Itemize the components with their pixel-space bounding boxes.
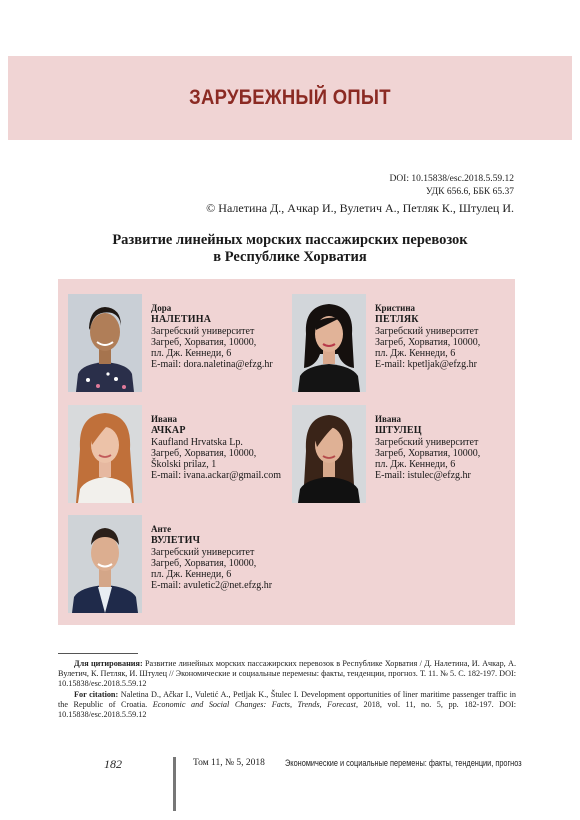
footer-divider-bar bbox=[173, 757, 176, 811]
author-info bbox=[375, 303, 480, 371]
author-photo bbox=[68, 405, 142, 503]
doi: DOI: 10.15838/esc.2018.5.59.12 bbox=[389, 174, 514, 184]
copyright-authors: © Налетина Д., Ачкар И., Вулетич А., Петляк К., Штулец И. bbox=[206, 201, 514, 215]
author-last-name: ШТУЛЕЦ bbox=[375, 425, 422, 437]
citation-ru-text: Развитие линейных морских пассажирских перевозок в Республике Хорватия / Д. Налетина, И. Ачкар, А. Вулетич, К. Петляк, И. Штулец // Экономические и социальные перемены: факты, тенденции, прогноз. Т. 11. № 5. С. 182-197. DOI: 10.15838/esc.2018.5.59.12 bbox=[58, 659, 516, 688]
author-first-name: Ивана bbox=[151, 414, 178, 424]
author-city: Загреб, Хорватия, 10000, bbox=[375, 447, 481, 459]
udk-code: УДК 656.6, ББК 65.37 bbox=[425, 187, 514, 197]
citation-en-tail: , 2018, vol. 11, no. 5, pp. 182-197. DOI: 10.15838/esc.2018.5.59.12 bbox=[58, 700, 516, 719]
author-info bbox=[151, 303, 273, 371]
author-info bbox=[151, 414, 281, 482]
author-email[interactable]: E-mail: kpetljak@efzg.hr bbox=[375, 359, 477, 371]
section-header-band bbox=[8, 56, 572, 140]
citation-en-journal: Economic and Social Changes: Facts, Trends, Forecast bbox=[152, 700, 356, 709]
author-photo bbox=[68, 515, 142, 613]
author-first-name: Кристина bbox=[375, 303, 416, 313]
author-info bbox=[375, 414, 480, 482]
author-email[interactable]: E-mail: ivana.ackar@gmail.com bbox=[151, 470, 281, 482]
author-photo bbox=[68, 294, 142, 392]
author-first-name: Анте bbox=[151, 524, 172, 534]
article-title-line-1: Развитие линейных морских пассажирских перевозок bbox=[112, 232, 468, 248]
author-email[interactable]: E-mail: istulec@efzg.hr bbox=[375, 470, 471, 482]
author-affiliation: Загребский университет bbox=[375, 325, 479, 337]
author-email[interactable]: E-mail: dora.naletina@efzg.hr bbox=[151, 359, 273, 371]
author-affiliation: Загребский университет bbox=[151, 546, 255, 558]
author-city: Загреб, Хорватия, 10000, bbox=[151, 447, 257, 459]
footer-volume: Том 11, № 5, 2018 bbox=[193, 758, 265, 768]
citation-ru bbox=[58, 659, 516, 689]
author-affiliation: Загребский университет bbox=[151, 325, 255, 337]
author-first-name: Дора bbox=[151, 303, 172, 313]
citation-en-label: For citation: bbox=[74, 690, 119, 699]
author-address: Školski prilaz, 1 bbox=[151, 459, 217, 471]
author-city: Загреб, Хорватия, 10000, bbox=[151, 336, 257, 348]
author-city: Загреб, Хорватия, 10000, bbox=[151, 557, 257, 569]
footer-journal-name: Экономические и социальные перемены: факты, тенденции, прогноз bbox=[285, 758, 522, 768]
citation-en-text: Naletina D., Ačkar I., Vuletić A., Petljak K., Štulec I. Development opportunities of liner maritime passenger traffic in the Republic of Croatia. bbox=[58, 690, 516, 709]
author-address: пл. Дж. Кеннеди, 6 bbox=[151, 569, 232, 581]
author-email[interactable]: E-mail: avuletic2@net.efzg.hr bbox=[151, 580, 273, 592]
author-city: Загреб, Хорватия, 10000, bbox=[375, 336, 481, 348]
author-last-name: НАЛЕТИНА bbox=[151, 314, 212, 326]
citation-ru-label: Для цитирования: bbox=[74, 659, 143, 668]
section-title: ЗАРУБЕЖНЫЙ ОПЫТ bbox=[189, 86, 391, 109]
author-photo bbox=[292, 294, 366, 392]
author-address: пл. Дж. Кеннеди, 6 bbox=[375, 459, 456, 471]
footnote-divider bbox=[58, 653, 138, 654]
author-last-name: ВУЛЕТИЧ bbox=[151, 535, 201, 547]
author-address: пл. Дж. Кеннеди, 6 bbox=[151, 348, 232, 360]
author-first-name: Ивана bbox=[375, 414, 402, 424]
author-photo bbox=[292, 405, 366, 503]
author-address: пл. Дж. Кеннеди, 6 bbox=[375, 348, 456, 360]
author-affiliation: Kaufland Hrvatska Lp. bbox=[151, 436, 243, 448]
author-affiliation: Загребский университет bbox=[375, 436, 479, 448]
author-info bbox=[151, 524, 272, 592]
author-last-name: АЧКАР bbox=[151, 425, 186, 437]
article-title-line-2: в Республике Хорватия bbox=[213, 249, 367, 265]
author-last-name: ПЕТЛЯК bbox=[375, 314, 419, 326]
page-number: 182 bbox=[104, 757, 122, 771]
citation-en bbox=[58, 690, 516, 720]
